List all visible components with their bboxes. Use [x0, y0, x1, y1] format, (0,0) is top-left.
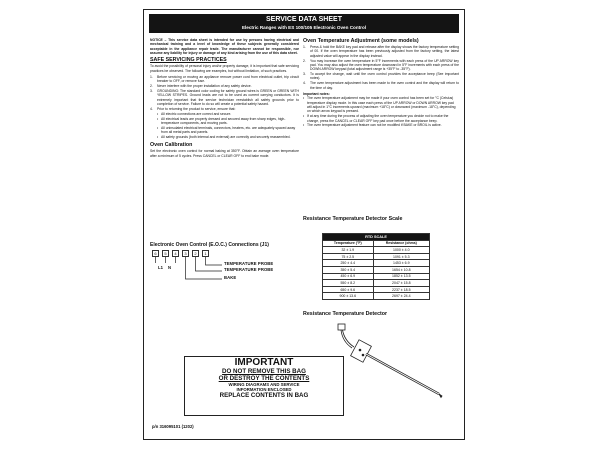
sheet-title: SERVICE DATA SHEET — [266, 16, 342, 23]
list-item — [150, 75, 299, 84]
sheet-subtitle: Electric Ranges with ES 100/105 Electronic Oven Control — [241, 25, 367, 30]
pin-box: 3 — [182, 250, 189, 257]
bullet-item: • All safety grounds (both internal and external) are correctly and securely reassembled. — [150, 135, 299, 139]
important-line: INFORMATION ENCLOSED — [236, 387, 292, 393]
bullet-item: • The oven temperature adjustment may be made if your oven control has been set for °C (Celsius) temperature display mode. In this case each press of the UP ARROW or DOWN ARROW key pad will adjust in 1°C increments upward (maximum +18°C) or downward (maximum -18°C), depending on which arrow keypad is pressed. — [303, 96, 459, 113]
wire-label: BAKE — [224, 275, 237, 280]
left-column — [150, 38, 299, 160]
table-cell: 250 ± 4.4 — [323, 260, 374, 267]
list-num: 1. — [303, 45, 306, 49]
table-cell: 450 ± 6.9 — [323, 273, 374, 280]
table-row — [323, 247, 430, 254]
list-num: 3. — [150, 89, 153, 94]
pin-sublabel: L1 — [158, 265, 164, 270]
bullet-item: • If at any time during the process of adjusting the oven temperature you decide not to make the change, press the CANCEL or CLEAR OFF key pad once before the acceptance beep. — [303, 114, 459, 123]
table-row — [323, 293, 430, 300]
notes-title: Important notes: — [303, 91, 330, 96]
pin-box: 6 — [152, 250, 159, 257]
list-text: You may increase the oven temperature in 5°F increments with each press of the UP ARROW key pad. You may also adjust the oven temperature downward in 5°F increments with each press of the DOWN ARROW keypad (total adjustment range is +35°F to -35°F). — [310, 58, 459, 72]
part-number: p/n 316095101 (1202) — [152, 424, 194, 429]
list-text: Never interfere with the proper installation of any safety device. — [157, 84, 252, 89]
list-text: Press & hold the BAKE key pad and release after the display shows the factory temperature setting of 00. If the oven temperature has been previously adjusted from the factory setting, the latest adjusted value will appear in the display instead. — [310, 45, 459, 58]
table-cell: 75 ± 2.5 — [323, 253, 374, 260]
pin-sublabel: N — [168, 265, 172, 270]
oven-calibration-text: Set the electronic oven control for normal baking at 350°F. Obtain an average oven temperature after a minimum of 5 cycles. Press CANCEL or CLEAR OFF to end bake mode. — [150, 149, 299, 158]
important-title: IMPORTANT — [234, 357, 294, 368]
pin-box: 5 — [162, 250, 169, 257]
list-item — [150, 107, 299, 111]
list-num: 1. — [150, 75, 153, 80]
list-item — [150, 89, 299, 106]
table-row — [323, 260, 430, 267]
rtd-picture-title: Resistance Temperature Detector — [303, 311, 388, 317]
rtd-scale-table — [322, 233, 430, 300]
service-data-sheet — [143, 9, 465, 440]
connections-diagram — [152, 250, 282, 290]
list-item — [303, 81, 459, 90]
connections-title: Electronic Oven Control (E.O.C.) Connections (J1) — [150, 242, 269, 248]
list-text: The oven temperature adjustment has been made to the oven control and the display will return to the time of day. — [310, 81, 459, 90]
important-line: REPLACE CONTENTS IN BAG — [219, 392, 309, 400]
pin-box: 1 — [202, 250, 209, 257]
table-row — [323, 286, 430, 293]
table-row — [323, 280, 430, 287]
important-line: OR DESTROY THE CONTENTS — [218, 374, 310, 382]
pin-box: 2 — [192, 250, 199, 257]
list-item — [303, 72, 459, 81]
sheet-header — [149, 14, 459, 33]
list-text: To accept the change, wait until the oven control provides the acceptance beep (See important notes). — [310, 72, 459, 81]
list-text: GROUNDING: The standard color coding for safety ground wires is GREEN or GREEN WITH YELLOW STRIPES. Ground leads are not to be used as current carrying conductors. It is extremely important that the service technician reestablish all safety grounds prior to completion of service. Failure to do so will create a potential safety hazard. — [157, 89, 299, 107]
safe-servicing-title: SAFE SERVICING PRACTICES — [150, 57, 227, 64]
table-header: Temperature (°F) — [323, 240, 374, 247]
table-row — [323, 273, 430, 280]
important-notice-box — [184, 356, 344, 416]
table-cell: 32 ± 1.9 — [323, 247, 374, 254]
bullet-text: All safety grounds (both internal and external) are correctly and securely reassembled. — [161, 135, 291, 140]
rtd-table-caption: RTD SCALE — [323, 234, 430, 241]
bullet-text: If at any time during the process of adjusting the oven temperature you decide not to make the change, press the CANCEL or CLEAR OFF key pad once before the acceptance beep. — [307, 114, 449, 123]
list-num: 4. — [150, 106, 153, 111]
list-item — [150, 84, 299, 88]
wire-label: TEMPERATURE PROBE — [224, 267, 274, 272]
table-cell: 1091 ± 5.3 — [373, 253, 429, 260]
table-cell: 1453 ± 6.9 — [373, 260, 429, 267]
list-num: 3. — [303, 72, 306, 77]
list-num: 2. — [150, 84, 153, 89]
safe-servicing-intro: To avoid the possibility of personal injury and/or property damage, it is important that safe servicing practices be observed. The following are examples, but without limitation, of such practices. — [150, 64, 299, 73]
bullet-item: • All electrical leads are properly dressed and secured away from sharp edges, high-temperature components, and moving parts. — [150, 117, 299, 126]
temperature-probe-illustration — [324, 320, 454, 410]
table-cell: 1654 ± 10.8 — [373, 266, 429, 273]
table-cell: 350 ± 5.4 — [323, 266, 374, 273]
table-cell: 900 ± 13.6 — [323, 293, 374, 300]
table-cell: 2237 ± 18.5 — [373, 286, 429, 293]
list-num: 2. — [303, 58, 306, 63]
oven-calibration-title: Oven Calibration — [150, 142, 193, 149]
list-item — [303, 59, 459, 72]
bullet-text: The oven temperature adjustment feature can not be modified if BAKE or BROIL is active. — [307, 123, 442, 128]
table-cell: 650 ± 9.6 — [323, 286, 374, 293]
list-item — [303, 45, 459, 58]
important-line: DO NOT REMOVE THIS BAG — [222, 368, 306, 375]
table-cell: 2047 ± 15.8 — [373, 280, 429, 287]
table-cell: 550 ± 8.2 — [323, 280, 374, 287]
table-cell: 2697 ± 24.4 — [373, 293, 429, 300]
bullet-text: All electric connections are correct and secure. — [161, 111, 232, 116]
list-num: 4. — [303, 81, 306, 86]
table-header: Resistance (ohms) — [373, 240, 429, 247]
table-row — [323, 266, 430, 273]
bullet-text: The oven temperature adjustment may be made if your oven control has been set for °C (Celsius) temperature display mode. In this case each press of the UP ARROW or DOWN ARROW key pad will adjust in 1°C increments upward (maximum +18°C) or downward (maximum -18°C), depending on which arrow keypad is pressed. — [307, 96, 456, 114]
bullet-text: All electrical leads are properly dressed and secured away from sharp edges, high-temperature components, and moving parts. — [161, 116, 286, 125]
bullet-item: • All electric connections are correct and secure. — [150, 112, 299, 116]
bullet-item: • The oven temperature adjustment feature can not be modified if BAKE or BROIL is active. — [303, 123, 459, 127]
important-line: WIRING DIAGRAMS AND SERVICE — [228, 382, 300, 388]
bullet-item: • All uninsulated electrical terminals, connectors, heaters, etc. are adequately spaced away from all metal parts and panels. — [150, 126, 299, 135]
wire-label: TEMPERATURE PROBE — [224, 261, 274, 266]
bullet-text: All uninsulated electrical terminals, connectors, heaters, etc. are adequately spaced away from all metal parts and panels. — [161, 125, 296, 135]
notice-text: NOTICE – This service data sheet is intended for use by persons having electrical and mechanical training and a level of knowledge of these subjects generally considered acceptable in the appliance repair trade. The manufacturer cannot be responsible, nor assume any liability for injury or damage of any kind arising from the use of this data sheet. — [150, 38, 299, 56]
table-row — [323, 253, 430, 260]
table-cell: 1852 ± 13.5 — [373, 273, 429, 280]
oven-adjust-title: Oven Temperature Adjustment (some models) — [303, 38, 419, 44]
right-column — [303, 38, 459, 128]
table-cell: 1000 ± 4.0 — [373, 247, 429, 254]
list-text: Prior to returning the product to service, ensure that: — [157, 106, 236, 111]
pin-box: 4 — [172, 250, 179, 257]
rtd-scale-title: Resistance Temperature Detector Scale — [303, 216, 403, 222]
list-text: Before servicing or moving an appliance remove power cord from electrical outlet, trip circuit breaker to OFF, or remove fuse. — [157, 75, 299, 84]
